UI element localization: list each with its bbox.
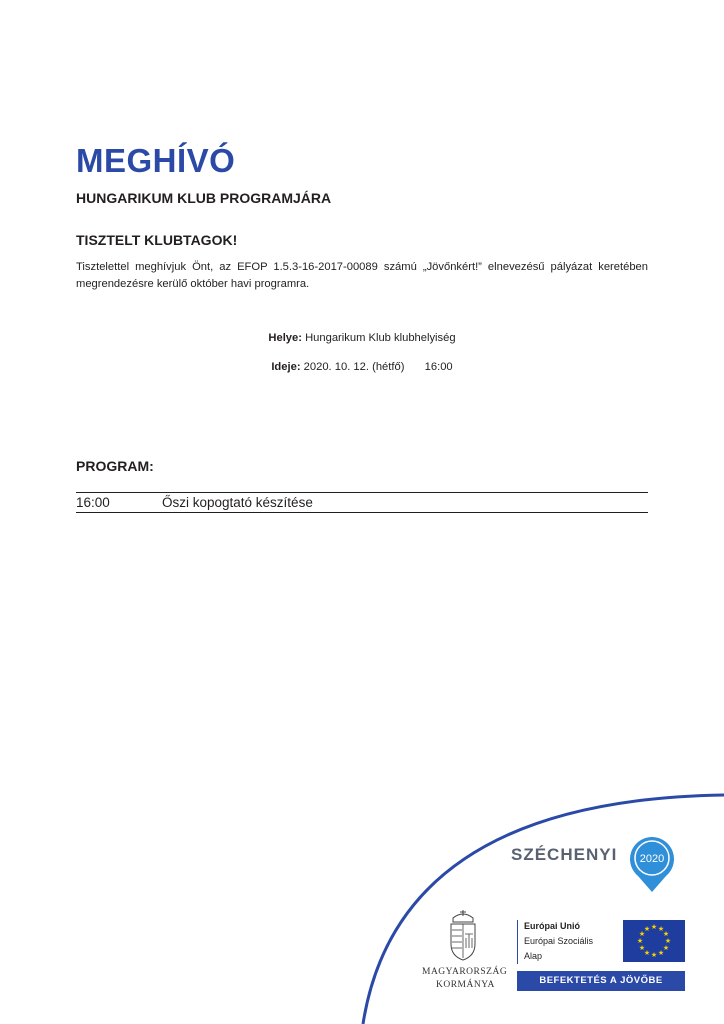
greeting-heading: TISZTELT KLUBTAGOK!	[76, 232, 238, 248]
svg-text:★: ★	[662, 944, 670, 952]
government-label-line2: KORMÁNYA	[436, 980, 495, 990]
svg-text:★: ★	[643, 925, 651, 933]
government-label-line1: MAGYARORSZÁG	[422, 967, 508, 977]
eu-line2: Európai Szociális	[524, 936, 594, 946]
svg-text:★: ★	[650, 951, 658, 959]
szechenyi-year: 2020	[639, 853, 665, 865]
svg-text:★: ★	[636, 937, 644, 945]
svg-text:★: ★	[638, 944, 646, 952]
place-label: Helye:	[268, 332, 302, 344]
program-item-time: 16:00	[76, 495, 110, 510]
szechenyi-logo-text: SZÉCHENYI	[511, 845, 618, 864]
svg-text:★: ★	[657, 949, 665, 957]
page-title: MEGHÍVÓ	[76, 142, 236, 179]
invitation-paragraph: Tisztelettel meghívjuk Önt, az EFOP 1.5.3-16-2017-00089 számú „Jövőnkért!” elnevezésű pályázat keretében megrendezésre kerülő október havi programra.	[76, 261, 648, 290]
svg-text:★: ★	[650, 923, 658, 931]
eu-line3: Alap	[524, 951, 543, 961]
place-value: Hungarikum Klub klubhelyiség	[305, 332, 456, 344]
svg-text:★: ★	[643, 949, 651, 957]
coat-of-arms-icon	[446, 908, 480, 964]
eu-flag-icon	[623, 920, 685, 962]
svg-text:★: ★	[638, 930, 646, 938]
eu-line1: Európai Unió	[524, 921, 580, 931]
program-heading: PROGRAM:	[76, 458, 154, 474]
time-label: Ideje:	[271, 361, 301, 373]
program-item-title: Őszi kopogtató készítése	[162, 495, 313, 510]
szechenyi-pin-icon	[626, 832, 678, 894]
svg-text:★: ★	[657, 925, 665, 933]
page-subtitle: HUNGARIKUM KLUB PROGRAMJÁRA	[76, 190, 332, 206]
svg-text:★: ★	[662, 930, 670, 938]
svg-text:★: ★	[664, 937, 672, 945]
invest-slogan-bar: BEFEKTETÉS A JÖVŐBE	[517, 971, 685, 991]
time-hour: 16:00	[424, 361, 453, 373]
time-date: 2020. 10. 12. (hétfő)	[303, 361, 405, 373]
